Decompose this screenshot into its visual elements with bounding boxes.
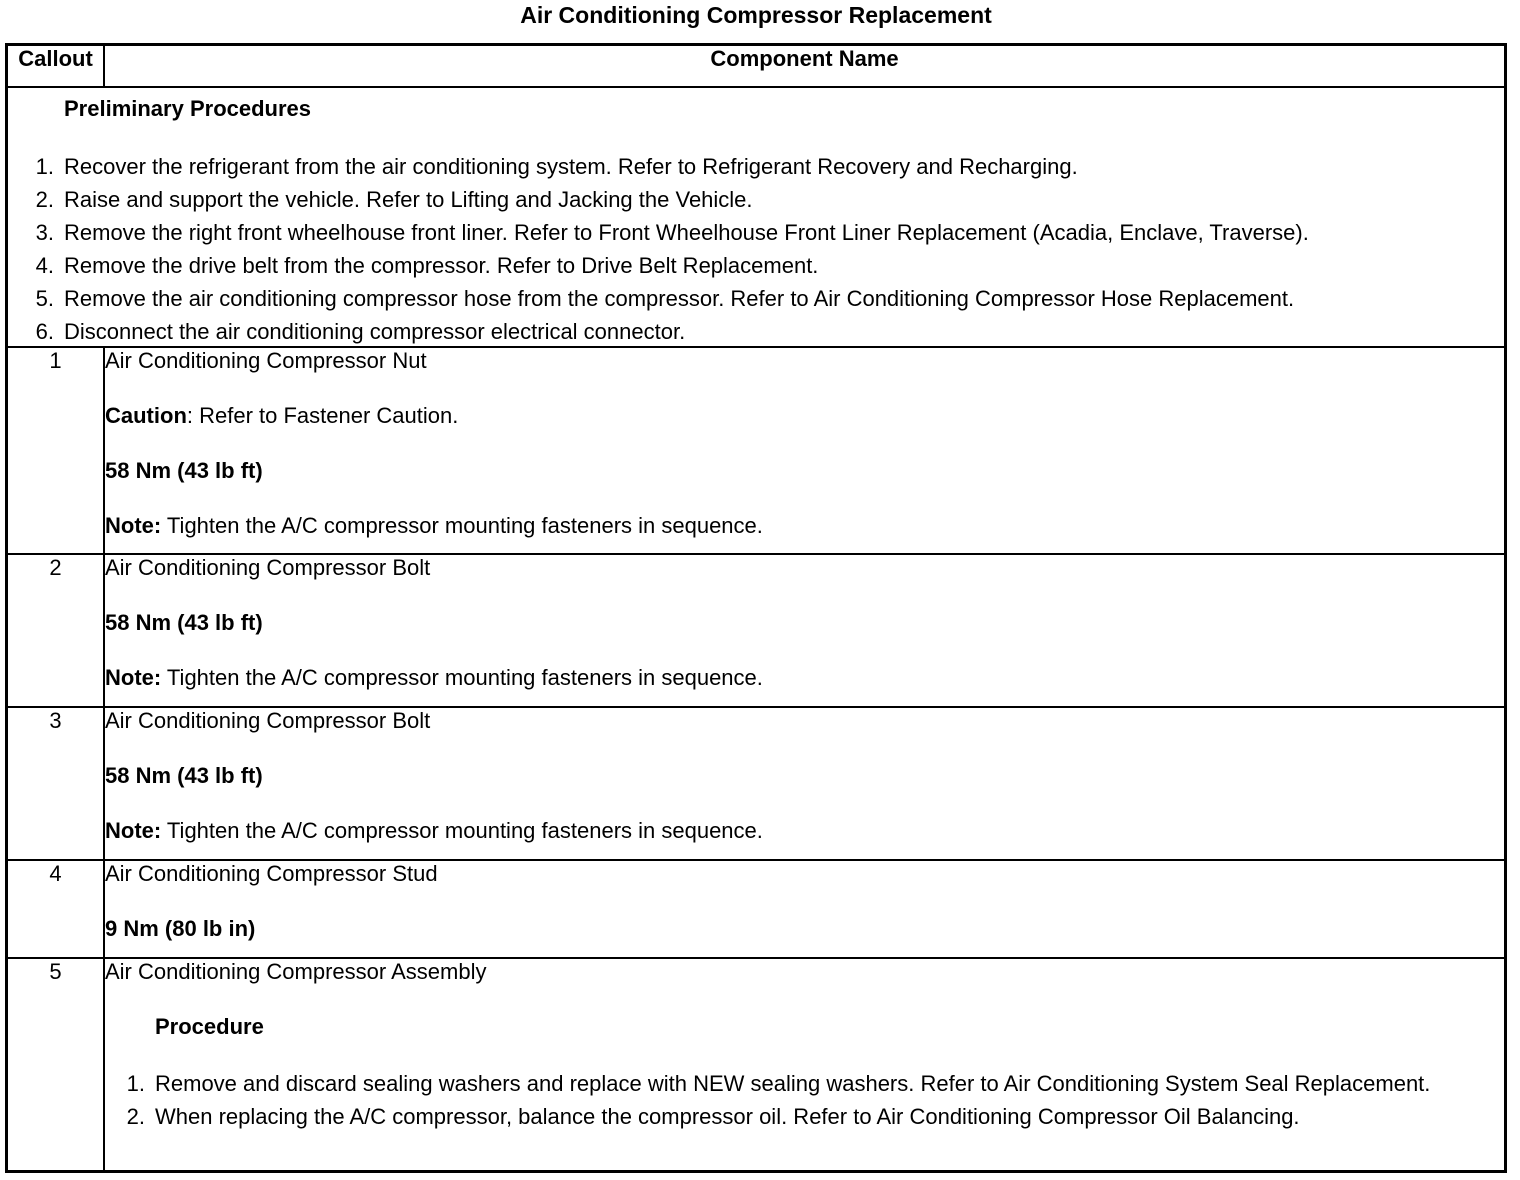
preliminary-steps	[35, 150, 1309, 348]
list-item	[35, 150, 1309, 183]
component-cell	[104, 958, 1506, 1172]
note-label: Note:	[105, 665, 162, 690]
step-text: Disconnect the air conditioning compressor electrical connector.	[64, 319, 686, 344]
step-number: 3.	[35, 220, 54, 245]
preliminary-heading: Preliminary Procedures	[64, 96, 312, 121]
step-number: 2.	[126, 1104, 145, 1129]
list-item	[35, 282, 1309, 315]
note-line	[105, 513, 1504, 539]
step-text: Remove the air conditioning compressor hose from the compressor. Refer to Air Conditioning Compressor Hose Replacement.	[64, 286, 1295, 311]
preliminary-cell	[7, 87, 1506, 347]
note-label: Note:	[105, 513, 162, 538]
step-text: Raise and support the vehicle. Refer to Lifting and Jacking the Vehicle.	[64, 187, 753, 212]
component-name: Air Conditioning Compressor Nut	[105, 348, 427, 373]
note-line	[105, 665, 1504, 691]
component-name: Air Conditioning Compressor Bolt	[105, 555, 431, 580]
list-item	[126, 1102, 1504, 1131]
component-cell	[104, 347, 1506, 554]
callout-column-header: Callout	[7, 45, 105, 88]
torque-spec: 58 Nm (43 lb ft)	[105, 458, 263, 483]
note-label: Note:	[105, 818, 162, 843]
callout-number: 5	[7, 958, 105, 1172]
table-row	[7, 554, 1506, 707]
step-number: 5.	[35, 286, 54, 311]
procedure-steps	[126, 1069, 1504, 1131]
table-row	[7, 707, 1506, 860]
component-table	[5, 43, 1507, 1173]
torque-spec: 58 Nm (43 lb ft)	[105, 763, 263, 788]
component-name: Air Conditioning Compressor Assembly	[105, 959, 487, 984]
table-row	[7, 958, 1506, 1172]
note-line	[105, 818, 1504, 844]
step-number: 2.	[35, 187, 54, 212]
caution-line	[105, 403, 1504, 429]
component-cell	[104, 707, 1506, 860]
preliminary-row	[7, 87, 1506, 347]
step-number: 4.	[35, 253, 54, 278]
step-text: Remove the drive belt from the compressor. Refer to Drive Belt Replacement.	[64, 253, 819, 278]
note-text: Tighten the A/C compressor mounting fasteners in sequence.	[161, 818, 763, 843]
step-text: When replacing the A/C compressor, balance the compressor oil. Refer to Air Conditioning Compressor Oil Balancing.	[155, 1104, 1300, 1129]
list-item	[35, 315, 1309, 348]
list-item	[35, 183, 1309, 216]
component-name: Air Conditioning Compressor Stud	[105, 861, 438, 886]
step-number: 1.	[126, 1071, 145, 1096]
step-text: Remove the right front wheelhouse front liner. Refer to Front Wheelhouse Front Liner Replacement (Acadia, Enclave, Traverse).	[64, 220, 1309, 245]
procedure-heading: Procedure	[155, 1014, 264, 1039]
step-number: 1.	[35, 154, 54, 179]
table-row	[7, 860, 1506, 958]
component-cell	[104, 554, 1506, 707]
table-row	[7, 347, 1506, 554]
torque-spec: 9 Nm (80 lb in)	[105, 916, 256, 941]
note-text: Tighten the A/C compressor mounting fasteners in sequence.	[161, 665, 763, 690]
step-number: 6.	[35, 319, 54, 344]
component-column-header: Component Name	[104, 45, 1506, 88]
document-title: Air Conditioning Compressor Replacement	[520, 2, 992, 28]
component-cell	[104, 860, 1506, 958]
step-text: Remove and discard sealing washers and replace with NEW sealing washers. Refer to Air Conditioning System Seal Replacement.	[155, 1071, 1431, 1096]
list-item	[35, 249, 1309, 282]
callout-number: 4	[7, 860, 105, 958]
list-item	[126, 1069, 1504, 1098]
step-text: Recover the refrigerant from the air conditioning system. Refer to Refrigerant Recovery and Recharging.	[64, 154, 1078, 179]
callout-number: 1	[7, 347, 105, 554]
caution-text: : Refer to Fastener Caution.	[186, 403, 459, 428]
callout-number: 2	[7, 554, 105, 707]
caution-label: Caution	[105, 403, 187, 428]
note-text: Tighten the A/C compressor mounting fasteners in sequence.	[161, 513, 763, 538]
callout-number: 3	[7, 707, 105, 860]
table-header-row	[7, 45, 1506, 88]
component-name: Air Conditioning Compressor Bolt	[105, 708, 431, 733]
list-item	[35, 216, 1309, 249]
torque-spec: 58 Nm (43 lb ft)	[105, 610, 263, 635]
